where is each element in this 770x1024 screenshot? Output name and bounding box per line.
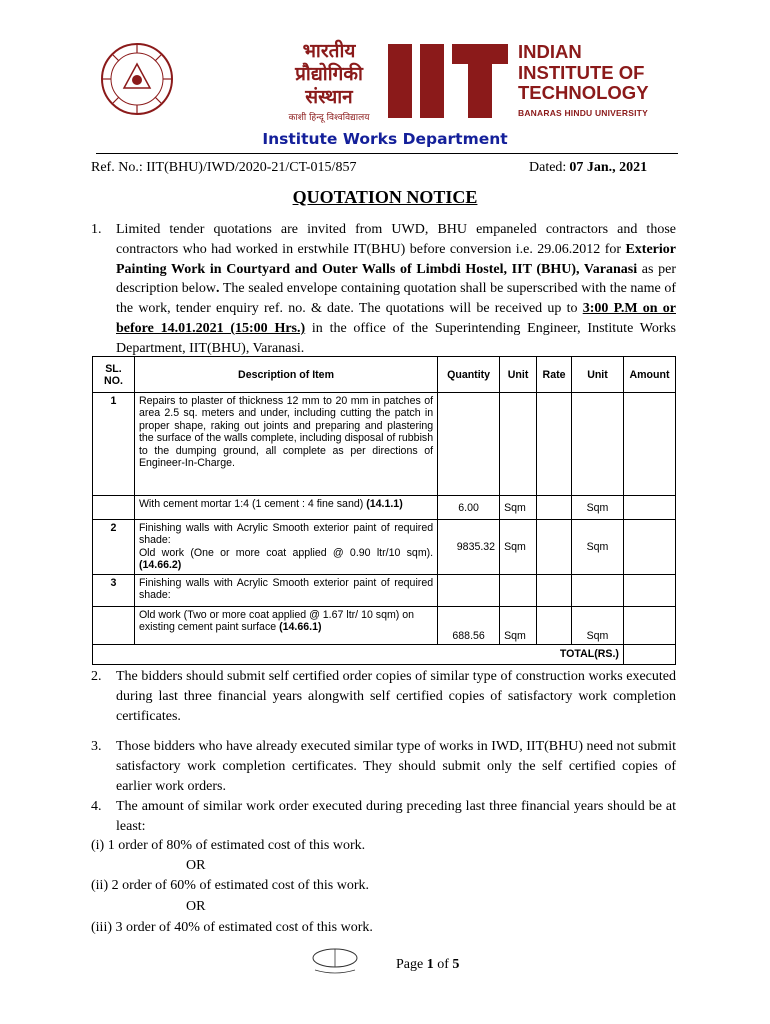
header-amount: Amount (623, 357, 675, 393)
hindi-university-name: काशी हिन्दू विश्वविद्यालय (288, 113, 370, 123)
page-mid: of (433, 957, 453, 972)
row3-amount-blank (623, 574, 675, 606)
option-iii: (iii) 3 order of 40% of estimated cost of this work. (91, 920, 373, 935)
header-description: Description of Item (134, 357, 437, 393)
page-title: QUOTATION NOTICE (292, 187, 478, 207)
footer-emblem-icon (305, 946, 365, 976)
row3-unit-blank (500, 574, 537, 606)
row3b-description (134, 606, 437, 644)
para1-dot: . (216, 281, 220, 297)
row3-code: (14.66.1) (279, 620, 322, 633)
row3-unit-2: Sqm (572, 606, 624, 644)
para1-text-d: in the office of the Superintending Engineer, Institute Works Department, IIT(BHU), Varanasi. (116, 320, 676, 356)
page-number (396, 957, 459, 973)
para1-text-c: The sealed envelope containing quotation shall be superscribed with the name of the work, tender enquiry ref. no. & date. The quotations will be received up to (116, 281, 676, 317)
option-ii: (ii) 2 order of 60% of estimated cost of this work. (91, 878, 369, 893)
institute-seal-icon (100, 42, 174, 116)
hindi-line-2: प्रौद्योगिकी (295, 63, 363, 85)
row2-desc-b: Old work (One or more coat applied @ 0.90 ltr/10 sqm). (138, 546, 434, 559)
header-unit-2: Unit (572, 357, 624, 393)
para2-text: The bidders should submit self certified order copies of similar type of construction works executed during last three financial years alongwith self certified copies of satisfactory work completion certificates. (116, 669, 676, 724)
row3-unit-2-blank (572, 574, 624, 606)
header-unit: Unit (500, 357, 537, 393)
row1-quantity (438, 393, 500, 496)
para1-text-a: Limited tender quotations are invited from UWD, BHU empaneled contractors and those contractors who had worked in erstwhile IT(BHU) before conversion i.e. 29.06.2012 for (116, 222, 676, 257)
name-line-2: INSTITUTE OF (518, 61, 645, 83)
name-line-3: TECHNOLOGY (518, 82, 649, 103)
row2-amount (623, 520, 675, 575)
row3-quantity: 688.56 (438, 606, 500, 644)
row2-sl: 2 (93, 520, 135, 575)
iit-logo (386, 42, 510, 120)
row2-description (134, 520, 437, 575)
table-row (93, 393, 676, 496)
header-quantity: Quantity (438, 357, 500, 393)
para4-text: The amount of similar work order executed during preceding last three financial years should be at least: (116, 799, 676, 834)
para3-text: Those bidders who have already executed similar type of works in IWD, IIT(BHU) need not submit satisfactory work completion certificates. They should submit only the self certified copies of earlier work orders. (116, 739, 676, 794)
row1b-unit-2: Sqm (572, 496, 624, 520)
row3-sl: 3 (93, 574, 135, 606)
header-divider (96, 153, 678, 154)
para1-text-b: as per description below (116, 261, 676, 297)
paragraph-4 (91, 797, 676, 837)
row3-rate (537, 606, 572, 644)
row1-sl: 1 (93, 393, 135, 496)
paragraph-2 (91, 667, 676, 726)
para1-deadline: 3:00 P.M on or before 14.01.2021 (15:00 Hrs.) (116, 301, 676, 336)
row3-unit: Sqm (500, 606, 537, 644)
hindi-line-1: भारतीय (302, 40, 356, 62)
row1b-code: (14.1.1) (366, 498, 403, 510)
table-row (93, 574, 676, 606)
paragraph-number: 3. (91, 739, 102, 754)
header-sl-no: SL. NO. (93, 357, 135, 393)
row2-rate (537, 520, 572, 575)
row1b-desc-text: With cement mortar 1:4 (1 cement : 4 fine sand) (138, 498, 367, 510)
page-current: 1 (426, 957, 434, 972)
row3-quantity-blank (438, 574, 500, 606)
row3-rate-blank (537, 574, 572, 606)
total-amount (623, 644, 675, 664)
row1-unit (500, 393, 537, 496)
name-line-1: INDIAN (518, 41, 582, 62)
row1b-description (134, 496, 437, 520)
row1b-rate (537, 496, 572, 520)
hindi-line-3: संस्थान (305, 86, 353, 108)
letterhead (0, 0, 770, 130)
paragraph-number: 4. (91, 799, 102, 814)
total-label: TOTAL(RS.) (93, 644, 624, 664)
table-row (93, 520, 676, 575)
table-header-row (93, 357, 676, 393)
paragraph-number: 2. (91, 669, 102, 684)
header-rate: Rate (537, 357, 572, 393)
row3-desc-b: Old work (Two or more coat applied @ 1.67 ltr/ 10 sqm) on existing cement paint surface (138, 608, 415, 633)
row1b-unit: Sqm (500, 496, 537, 520)
date-value: 07 Jan., 2021 (569, 160, 648, 175)
option-i: (i) 1 order of 80% of estimated cost of this work. (91, 838, 366, 853)
or-separator-2: OR (186, 899, 206, 914)
row2-quantity: 9835.32 (438, 520, 500, 575)
row1b-amount (623, 496, 675, 520)
date-label: Dated: (529, 160, 567, 175)
university-name: BANARAS HINDU UNIVERSITY (518, 108, 648, 118)
row3b-sl (93, 606, 135, 644)
department-title: Institute Works Department (262, 130, 508, 148)
paragraph-1 (91, 220, 676, 359)
row2-desc-b-wrap (139, 547, 433, 572)
hindi-institute-name (276, 40, 382, 123)
row1-amount (623, 393, 675, 496)
row1-description: Repairs to plaster of thickness 12 mm to 20 mm in patches of area 2.5 sq. meters and under, including cutting the patch in proper shape, raking out joints and preparing and plastering the surface of the walls complete, including disposal of rubbish to the dumping ground, all complete as per directions of Engineer-In-Charge. (134, 393, 437, 496)
row2-desc-a: Finishing walls with Acrylic Smooth exterior paint of required shade: (138, 522, 434, 547)
page-total: 5 (452, 957, 460, 972)
total-row (93, 644, 676, 664)
row1b-sl (93, 496, 135, 520)
row3-description: Finishing walls with Acrylic Smooth exterior paint of required shade: (134, 574, 437, 606)
table-row (93, 606, 676, 644)
row1-unit-2 (572, 393, 624, 496)
row2-unit-2: Sqm (572, 520, 624, 575)
or-separator-1: OR (186, 858, 206, 873)
para1-work-name: Exterior Painting Work in Courtyard and Outer Walls of Limbdi Hostel, IIT (BHU), Varanasi (116, 241, 676, 277)
page-prefix: Page (396, 957, 427, 972)
row1-rate (537, 393, 572, 496)
quotation-table (92, 356, 676, 665)
row1b-quantity: 6.00 (438, 496, 500, 520)
institute-english-name (518, 42, 649, 104)
row3-amount (623, 606, 675, 644)
paragraph-3 (91, 737, 676, 796)
table-row (93, 496, 676, 520)
reference-number: Ref. No.: IIT(BHU)/IWD/2020-21/CT-015/857 (91, 160, 357, 175)
row2-code: (14.66.2) (138, 559, 182, 572)
paragraph-number: 1. (91, 222, 102, 237)
row2-unit: Sqm (500, 520, 537, 575)
date-line (529, 160, 647, 176)
